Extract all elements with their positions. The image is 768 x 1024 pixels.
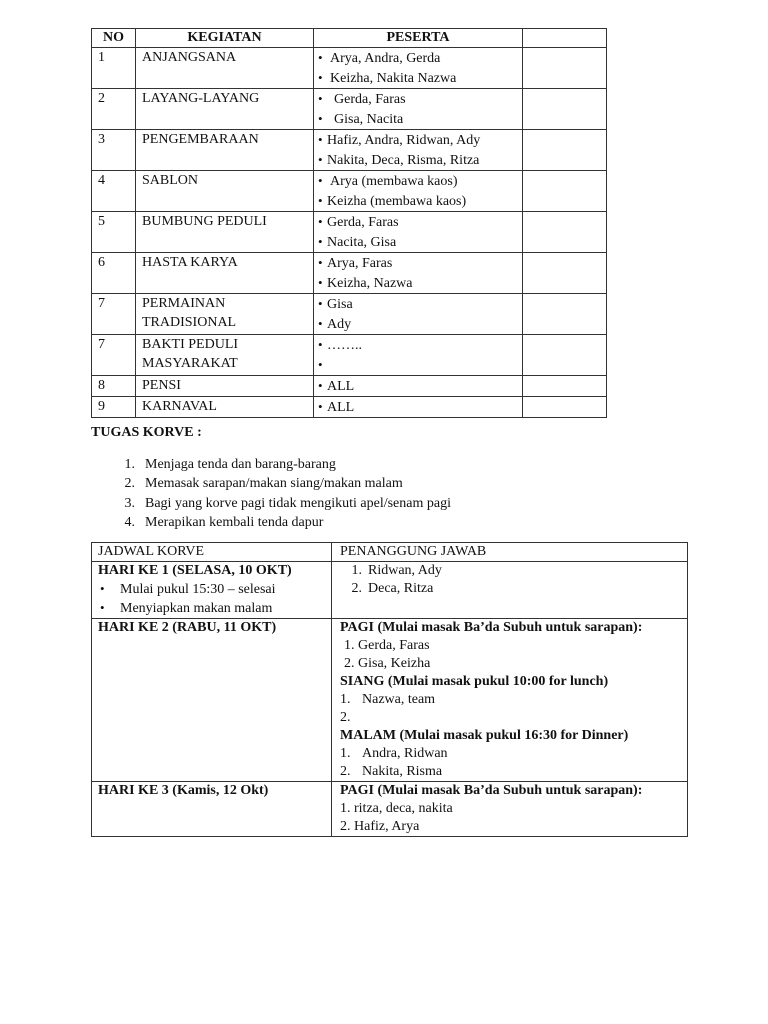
row-peserta: [314, 212, 523, 253]
pj-text: Ridwan, Ady: [368, 563, 442, 578]
row-peserta: [314, 397, 523, 418]
list-item: [91, 513, 451, 532]
list-item: [91, 455, 451, 474]
list-text: Bagi yang korve pagi tidak mengikuti apel/senam pagi: [145, 495, 451, 511]
day1-title: HARI KE 1 (SELASA, 10 OKT): [98, 563, 292, 578]
row-kegiatan: [136, 376, 314, 397]
list-item: [91, 474, 451, 493]
row-no: 9: [92, 397, 136, 418]
pj-item: [340, 562, 687, 580]
row-no: 1: [92, 48, 136, 89]
row-no: 5: [92, 212, 136, 253]
row-no: 7: [92, 335, 136, 376]
table-row: [92, 294, 607, 335]
row-peserta: [314, 253, 523, 294]
kegiatan-text: BAKTI PEDULI: [142, 337, 239, 352]
pj-number: 2.: [340, 710, 351, 725]
day2-title: HARI KE 2 (RABU, 11 OKT): [98, 620, 277, 635]
day3-pj: [332, 782, 688, 837]
peserta-item: • Hafiz, Andra, Ridwan, Ady: [318, 130, 522, 150]
kegiatan-text: PENGEMBARAAN: [142, 132, 259, 147]
table-row: [92, 619, 688, 782]
pj-item: [340, 655, 687, 673]
pj-text: Gisa, Keizha: [358, 656, 431, 671]
row-kegiatan: [136, 253, 314, 294]
row-blank: [523, 376, 607, 397]
kegiatan-text: TRADISIONAL: [142, 315, 237, 330]
peserta-item: • Nacita, Gisa: [318, 232, 522, 252]
pj-number: 1.: [351, 563, 362, 578]
row-no: 3: [92, 130, 136, 171]
row-peserta: [314, 130, 523, 171]
peserta-item: • Arya (membawa kaos): [318, 171, 522, 191]
day2-jadwal: [92, 619, 332, 782]
day3-title: HARI KE 3 (Kamis, 12 Okt): [98, 783, 269, 798]
table-row: [92, 562, 688, 619]
pj-number: 2.: [340, 819, 351, 834]
row-blank: [523, 253, 607, 294]
table-row: [92, 335, 607, 376]
table-header-row: [92, 543, 688, 562]
day1-pj: [332, 562, 688, 619]
day1-bullet: • Menyiapkan makan malam: [98, 599, 331, 618]
row-kegiatan: [136, 130, 314, 171]
tugas-korve-title: TUGAS KORVE :: [91, 425, 202, 440]
list-text: Menjaga tenda dan barang-barang: [145, 457, 336, 472]
pj-number: 1.: [344, 638, 355, 653]
pj-number: 2.: [344, 656, 355, 671]
pj-text: Gerda, Faras: [358, 638, 430, 653]
list-number: 2.: [124, 476, 135, 492]
peserta-item: • Gerda, Faras: [318, 89, 522, 109]
list-number: 1.: [124, 457, 135, 472]
row-no: 6: [92, 253, 136, 294]
day3-jadwal: [92, 782, 332, 837]
pj-text: Deca, Ritza: [368, 581, 434, 596]
pj-number: 1.: [340, 801, 351, 816]
peserta-item: • Keizha (membawa kaos): [318, 191, 522, 211]
pj-item: [340, 818, 687, 836]
row-kegiatan: [136, 294, 314, 335]
peserta-item: • ……..: [318, 335, 522, 355]
kegiatan-text: PERMAINAN: [142, 296, 226, 311]
pj-item: [340, 580, 687, 598]
pj-text: ritza, deca, nakita: [354, 801, 453, 816]
header-kegiatan: KEGIATAN: [136, 29, 314, 48]
row-blank: [523, 171, 607, 212]
peserta-item: • Gerda, Faras: [318, 212, 522, 232]
row-peserta: [314, 89, 523, 130]
pagi-heading: PAGI (Mulai masak Ba’da Subuh untuk sarapan):: [340, 783, 643, 798]
row-blank: [523, 397, 607, 418]
table-row: [92, 212, 607, 253]
kegiatan-text: PENSI: [142, 378, 181, 393]
pj-text: Andra, Ridwan: [362, 746, 448, 761]
pj-item: [340, 763, 687, 781]
table-row: [92, 253, 607, 294]
pj-number: 1.: [340, 692, 351, 707]
row-no: 7: [92, 294, 136, 335]
list-number: 3.: [124, 495, 135, 511]
peserta-item: • Gisa: [318, 294, 522, 314]
pj-item: [340, 800, 687, 818]
peserta-item: • ALL: [318, 376, 522, 396]
table-header-row: [92, 29, 607, 48]
pj-text: Hafiz, Arya: [354, 819, 420, 834]
day1-jadwal: [92, 562, 332, 619]
table-row: [92, 130, 607, 171]
peserta-item: • ALL: [318, 397, 522, 417]
pj-text: Nakita, Risma: [362, 764, 443, 779]
row-blank: [523, 48, 607, 89]
day1-bullet: • Mulai pukul 15:30 – selesai: [98, 580, 331, 599]
pj-item: [340, 637, 687, 655]
row-blank: [523, 335, 607, 376]
table-row: [92, 397, 607, 418]
row-no: 8: [92, 376, 136, 397]
pj-item: [340, 709, 687, 727]
pagi-heading: PAGI (Mulai masak Ba’da Subuh untuk sarapan):: [340, 620, 643, 635]
malam-heading: MALAM (Mulai masak pukul 16:30 for Dinner): [340, 728, 629, 743]
kegiatan-text: HASTA KARYA: [142, 255, 238, 270]
pj-text: Nazwa, team: [362, 692, 436, 707]
peserta-item: • Arya, Faras: [318, 253, 522, 273]
row-kegiatan: [136, 335, 314, 376]
pj-item: [340, 691, 687, 709]
header-penanggung-jawab: PENANGGUNG JAWAB: [332, 543, 688, 562]
kegiatan-text: LAYANG-LAYANG: [142, 91, 260, 106]
row-blank: [523, 89, 607, 130]
tugas-korve-list: [91, 455, 451, 532]
jadwal-korve-table: [91, 542, 688, 837]
list-number: 4.: [124, 514, 135, 530]
pj-number: 2.: [351, 581, 362, 596]
kegiatan-text: BUMBUNG PEDULI: [142, 214, 267, 229]
peserta-item: • Keizha, Nazwa: [318, 273, 522, 293]
row-kegiatan: [136, 89, 314, 130]
peserta-item: • Ady: [318, 314, 522, 334]
table-row: [92, 376, 607, 397]
pj-number: 2.: [340, 764, 351, 779]
row-kegiatan: [136, 397, 314, 418]
header-peserta: PESERTA: [314, 29, 523, 48]
kegiatan-text: SABLON: [142, 173, 199, 188]
peserta-item: • Gisa, Nacita: [318, 109, 522, 129]
row-blank: [523, 130, 607, 171]
header-jadwal: JADWAL KORVE: [92, 543, 332, 562]
row-blank: [523, 212, 607, 253]
row-peserta: [314, 48, 523, 89]
row-no: 4: [92, 171, 136, 212]
row-peserta: [314, 171, 523, 212]
list-item: [91, 494, 451, 513]
list-text: Memasak sarapan/makan siang/makan malam: [145, 476, 403, 492]
peserta-item: • Nakita, Deca, Risma, Ritza: [318, 150, 522, 170]
header-blank: [523, 29, 607, 48]
kegiatan-text: MASYARAKAT: [142, 356, 238, 371]
row-kegiatan: [136, 212, 314, 253]
table-row: [92, 48, 607, 89]
pj-number: 1.: [340, 746, 351, 761]
peserta-item: • Arya, Andra, Gerda: [318, 48, 522, 68]
row-peserta: [314, 294, 523, 335]
siang-heading: SIANG (Mulai masak pukul 10:00 for lunch): [340, 674, 609, 689]
table-row: [92, 89, 607, 130]
kegiatan-text: ANJANGSANA: [142, 50, 237, 65]
kegiatan-table: [91, 28, 607, 418]
row-peserta: [314, 335, 523, 376]
peserta-item: • Keizha, Nakita Nazwa: [318, 68, 522, 88]
row-kegiatan: [136, 171, 314, 212]
row-blank: [523, 294, 607, 335]
row-kegiatan: [136, 48, 314, 89]
row-no: 2: [92, 89, 136, 130]
list-text: Merapikan kembali tenda dapur: [145, 514, 324, 530]
header-no: NO: [92, 29, 136, 48]
row-peserta: [314, 376, 523, 397]
peserta-item: [318, 355, 522, 375]
table-row: [92, 171, 607, 212]
day2-pj: [332, 619, 688, 782]
pj-item: [340, 745, 687, 763]
kegiatan-text: KARNAVAL: [142, 399, 217, 414]
table-row: [92, 782, 688, 837]
